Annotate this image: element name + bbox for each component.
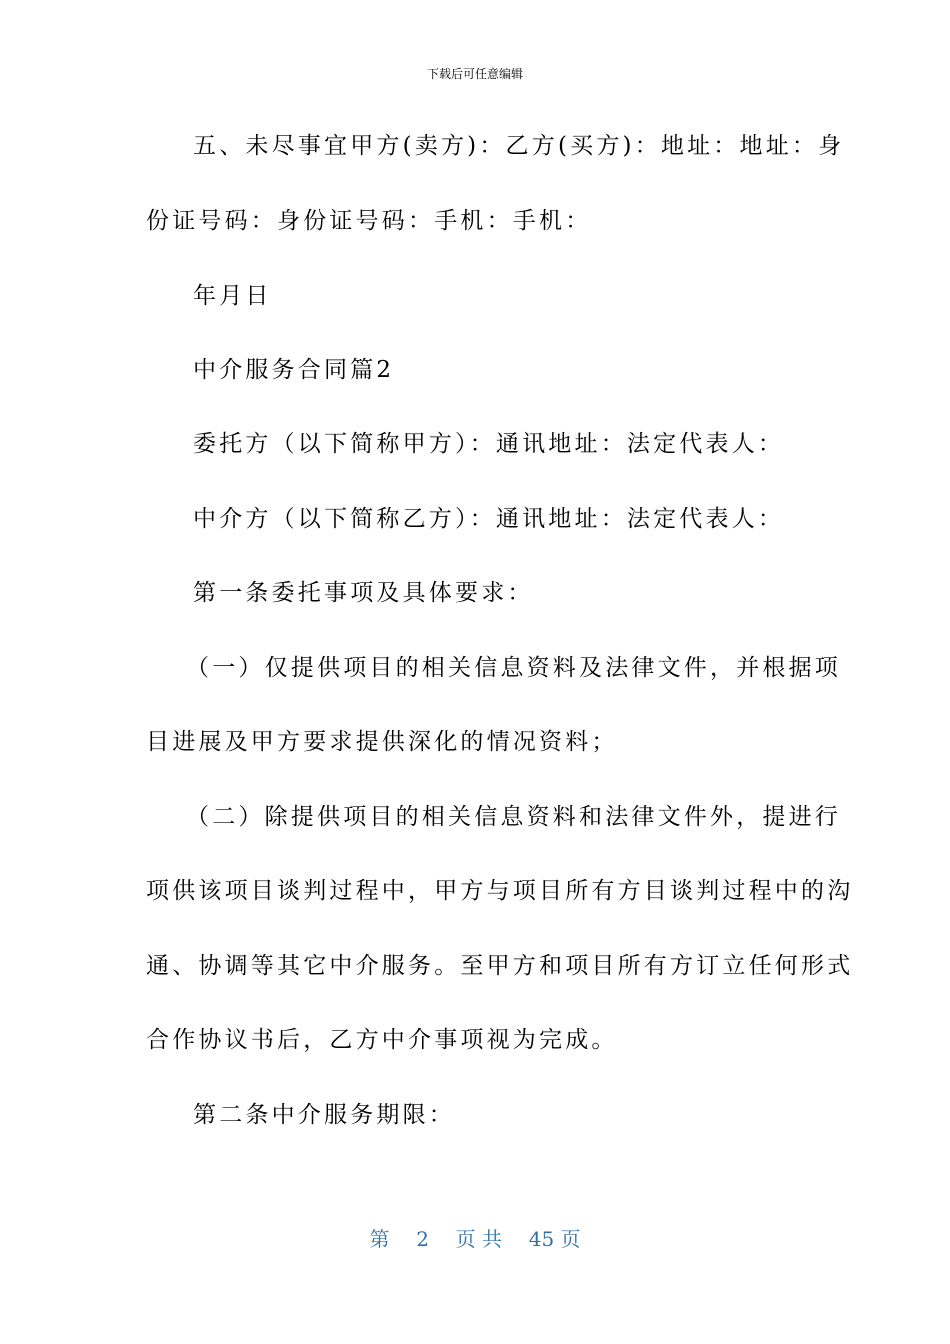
page-header: 下载后可任意编辑 — [426, 67, 523, 81]
paragraph-line: 第二条中介服务期限： — [193, 1102, 455, 1128]
paragraph-line: （二）除提供项目的相关信息资料和法律文件外，提进行 — [186, 804, 841, 830]
paragraph-line: 五、未尽事宜甲方(卖方)：乙方(买方)：地址：地址：身 — [193, 133, 845, 159]
total-pages: 45 — [528, 1227, 555, 1251]
paragraph-line: 通、协调等其它中介服务。至甲方和项目所有方订立任何形式 — [146, 953, 854, 979]
paragraph-line: 第一条委托事项及具体要求： — [193, 580, 534, 606]
paragraph-line: 委托方（以下简称甲方）：通讯地址：法定代表人： — [193, 431, 785, 457]
footer-middle: 页 共 — [455, 1227, 502, 1251]
paragraph-line: 份证号码：身份证号码：手机：手机： — [146, 208, 592, 234]
footer-prefix: 第 — [369, 1227, 390, 1251]
paragraph-line: 年月日 — [193, 283, 272, 309]
page-footer — [0, 1226, 950, 1252]
paragraph-line: 项供该项目谈判过程中，甲方与项目所有方目谈判过程中的沟 — [146, 878, 854, 904]
footer-suffix: 页 — [560, 1227, 581, 1251]
paragraph-line: 目进展及甲方要求提供深化的情况资料； — [146, 729, 618, 755]
section-title: 中介服务合同篇2 — [193, 357, 395, 383]
paragraph-line: 合作协议书后，乙方中介事项视为完成。 — [146, 1027, 618, 1053]
paragraph-line: （一）仅提供项目的相关信息资料及法律文件，并根据项 — [186, 655, 841, 681]
paragraph-line: 中介方（以下简称乙方）：通讯地址：法定代表人： — [193, 506, 785, 532]
current-page-number: 2 — [416, 1227, 429, 1251]
